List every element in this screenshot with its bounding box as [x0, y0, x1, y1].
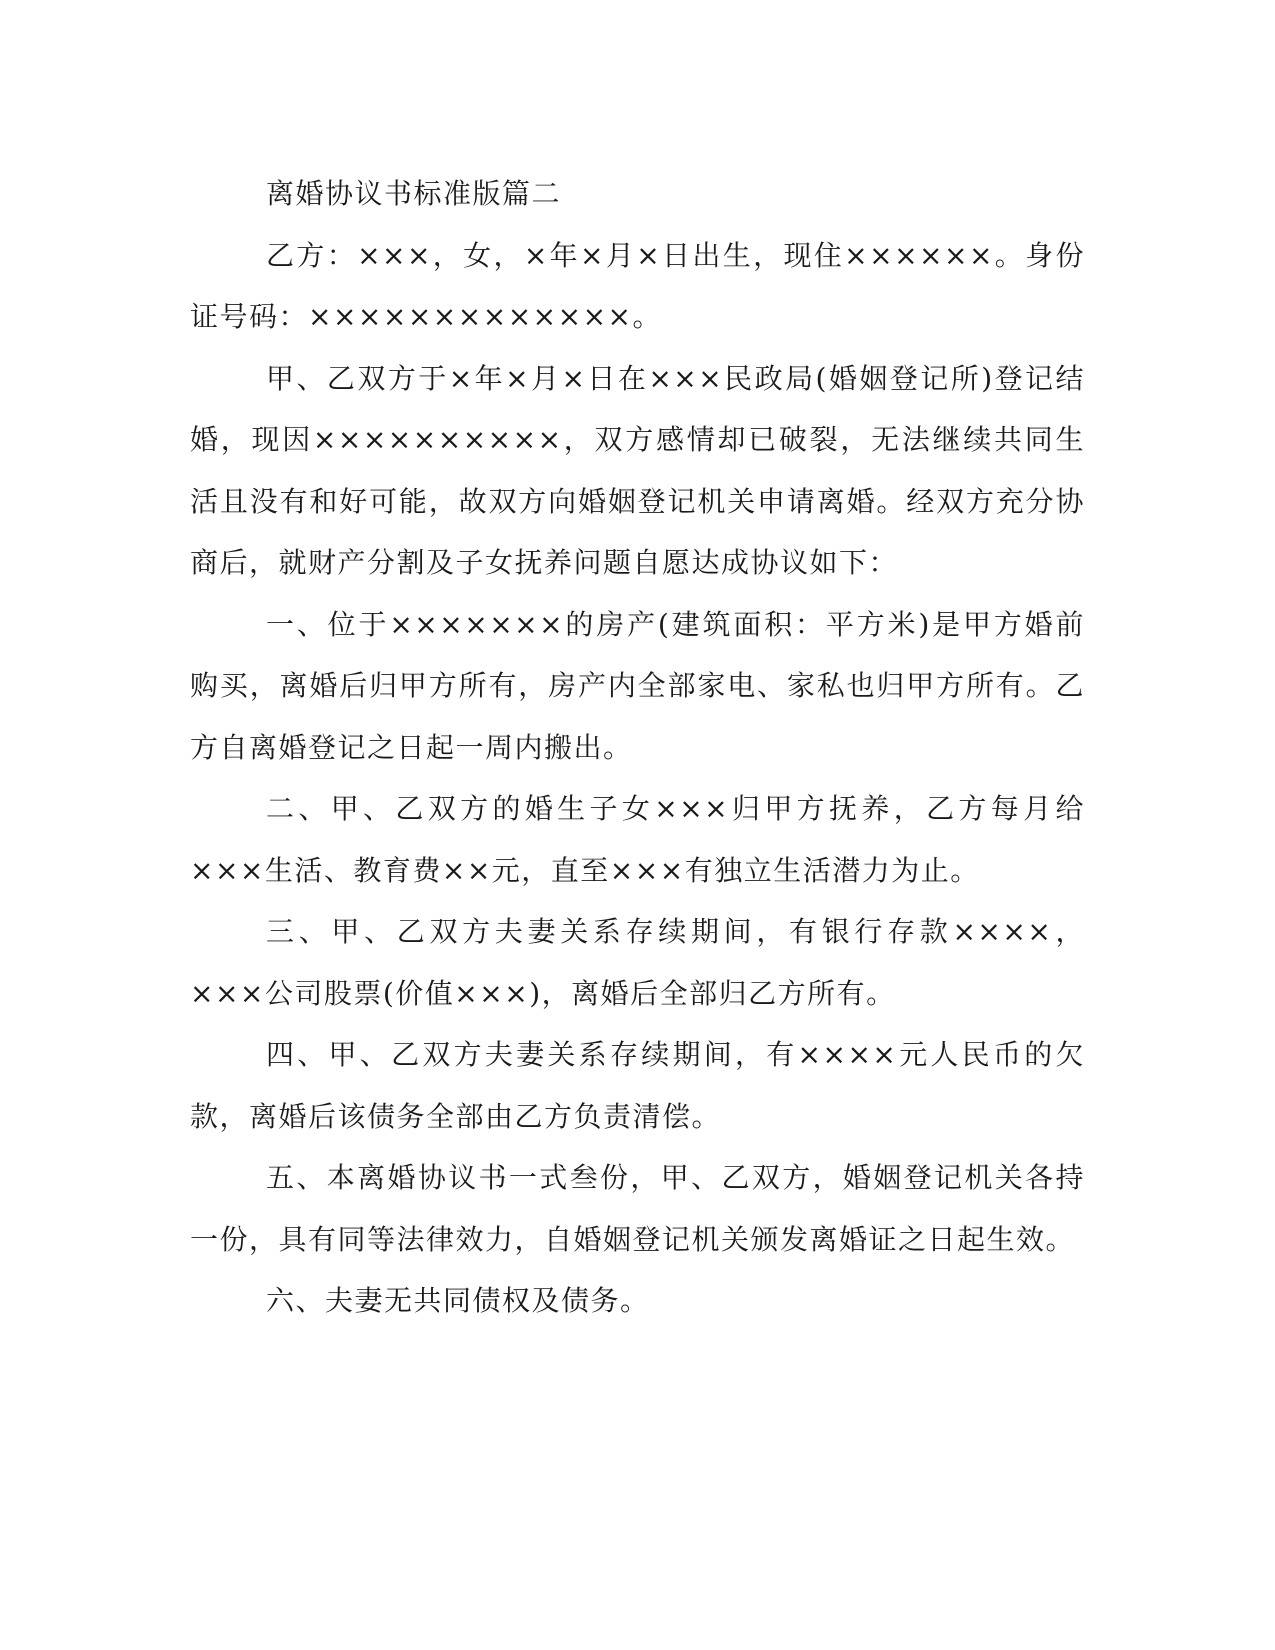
clause-2-child-custody: 二、甲、乙双方的婚生子女×××归甲方抚养，乙方每月给×××生活、教育费××元，直至×××有独立生活潜力为止。	[190, 792, 1085, 887]
party-b-info: 乙方：×××，女，×年×月×日出生，现住××××××。身份证号码：×××××××××××××。	[190, 238, 1085, 333]
clause-6-no-joint-claims: 六、夫妻无共同债权及债务。	[266, 1284, 650, 1317]
document-title: 离婚协议书标准版篇二	[266, 177, 562, 210]
clause-5-copies: 五、本离婚协议书一式叁份，甲、乙双方，婚姻登记机关各持一份，具有同等法律效力，自婚姻登记机关颁发离婚证之日起生效。	[190, 1161, 1085, 1256]
clause-4-debts: 四、甲、乙双方夫妻关系存续期间，有××××元人民币的欠款，离婚后该债务全部由乙方负责清偿。	[190, 1038, 1085, 1133]
clause-1-property: 一、位于×××××××的房产(建筑面积：平方米)是甲方婚前购买，离婚后归甲方所有，房产内全部家电、家私也归甲方所有。乙方自离婚登记之日起一周内搬出。	[190, 607, 1085, 764]
marriage-background: 甲、乙双方于×年×月×日在×××民政局(婚姻登记所)登记结婚，现因××××××××××，双方感情却已破裂，无法继续共同生活且没有和好可能，故双方向婚姻登记机关申请离婚。经双方充分协商后，就财产分割及子女抚养问题自愿达成协议如下：	[190, 361, 1085, 579]
document-body	[190, 163, 1085, 1332]
clause-3-assets: 三、甲、乙双方夫妻关系存续期间，有银行存款××××，×××公司股票(价值×××)，离婚后全部归乙方所有。	[190, 915, 1085, 1010]
